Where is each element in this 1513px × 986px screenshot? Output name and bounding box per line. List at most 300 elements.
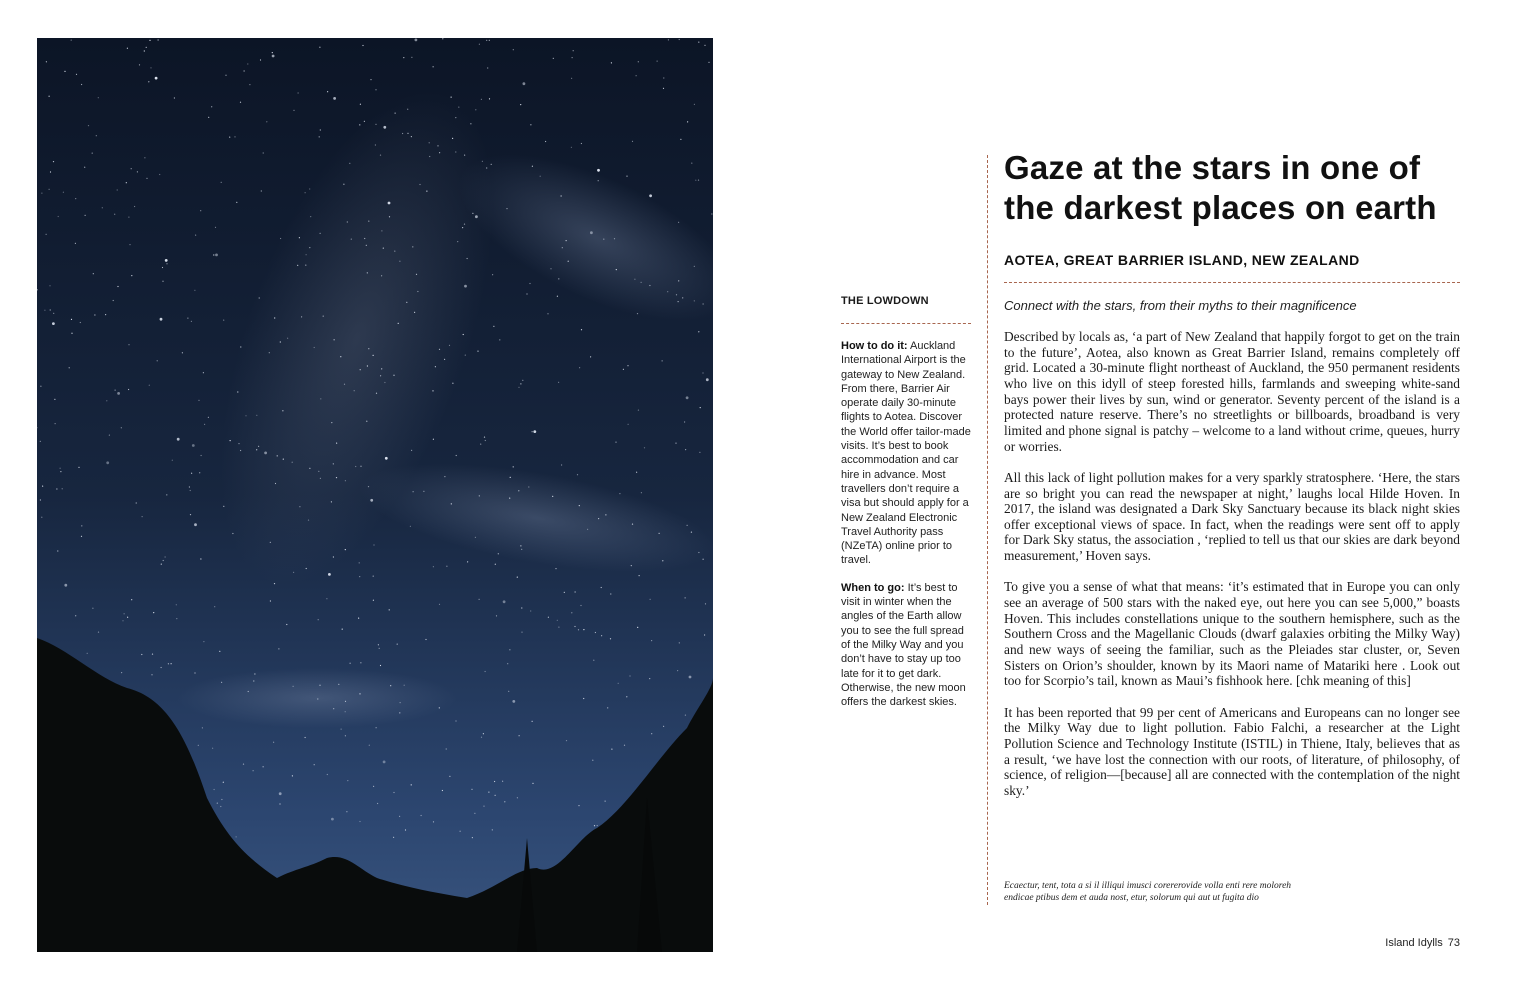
star bbox=[117, 392, 120, 395]
star bbox=[581, 329, 582, 330]
star bbox=[80, 322, 81, 323]
star bbox=[370, 499, 373, 502]
star bbox=[94, 314, 95, 315]
star bbox=[177, 438, 180, 441]
star bbox=[421, 815, 422, 816]
star bbox=[75, 198, 76, 199]
star bbox=[40, 441, 41, 442]
star bbox=[502, 781, 503, 782]
star bbox=[639, 575, 640, 576]
star bbox=[373, 576, 374, 577]
star bbox=[331, 501, 332, 502]
star bbox=[359, 693, 360, 694]
star bbox=[433, 821, 434, 822]
lowdown-sidebar bbox=[841, 295, 971, 722]
star bbox=[540, 176, 541, 177]
star bbox=[355, 466, 356, 467]
star bbox=[212, 748, 213, 749]
star bbox=[624, 745, 625, 746]
star bbox=[292, 462, 293, 463]
star bbox=[455, 117, 456, 118]
star bbox=[519, 735, 520, 736]
star bbox=[346, 811, 347, 812]
star bbox=[507, 663, 508, 664]
star bbox=[124, 613, 125, 614]
star bbox=[366, 245, 367, 246]
star bbox=[394, 251, 395, 252]
star bbox=[131, 275, 132, 276]
star bbox=[176, 604, 177, 605]
star bbox=[50, 171, 51, 172]
star bbox=[426, 191, 427, 192]
star bbox=[263, 152, 264, 153]
star bbox=[400, 702, 401, 703]
star bbox=[595, 632, 596, 633]
star bbox=[393, 792, 394, 793]
star bbox=[504, 801, 505, 802]
star bbox=[220, 806, 221, 807]
star bbox=[464, 285, 467, 288]
star bbox=[520, 383, 521, 384]
star bbox=[208, 417, 209, 418]
star bbox=[165, 556, 166, 557]
star bbox=[160, 318, 163, 321]
star bbox=[550, 268, 551, 269]
star bbox=[446, 748, 447, 749]
star bbox=[360, 369, 361, 370]
star bbox=[351, 239, 352, 240]
star bbox=[411, 57, 412, 58]
star bbox=[404, 685, 405, 686]
star bbox=[331, 818, 334, 821]
star bbox=[702, 372, 703, 373]
star bbox=[518, 490, 519, 491]
star bbox=[578, 805, 579, 806]
star bbox=[691, 163, 692, 164]
star bbox=[698, 331, 699, 332]
star bbox=[105, 314, 106, 315]
star bbox=[76, 74, 77, 75]
dotted-rule bbox=[1004, 282, 1460, 283]
star bbox=[373, 355, 374, 356]
star bbox=[319, 136, 320, 137]
star bbox=[345, 701, 346, 702]
star bbox=[413, 491, 414, 492]
star bbox=[194, 290, 195, 291]
star bbox=[626, 696, 627, 697]
star bbox=[433, 566, 434, 567]
star bbox=[429, 142, 430, 143]
star bbox=[533, 430, 536, 433]
star bbox=[273, 742, 274, 743]
star bbox=[558, 382, 559, 383]
star bbox=[429, 156, 430, 157]
star bbox=[310, 216, 311, 217]
star bbox=[611, 749, 612, 750]
star bbox=[93, 273, 94, 274]
star bbox=[699, 452, 700, 453]
star bbox=[405, 829, 406, 830]
star bbox=[368, 221, 369, 222]
star bbox=[480, 444, 481, 445]
article-body bbox=[1004, 329, 1460, 799]
star bbox=[706, 378, 709, 381]
star bbox=[529, 283, 530, 284]
star bbox=[149, 385, 150, 386]
star bbox=[467, 561, 468, 562]
star bbox=[523, 82, 526, 85]
star bbox=[410, 526, 411, 527]
star bbox=[649, 678, 650, 679]
star bbox=[704, 634, 705, 635]
star bbox=[695, 180, 696, 181]
star bbox=[479, 44, 480, 45]
star bbox=[579, 505, 580, 506]
star bbox=[240, 450, 241, 451]
headline: Gaze at the stars in one of the darkest places on earth bbox=[1004, 149, 1437, 226]
star bbox=[407, 109, 408, 110]
star bbox=[629, 675, 630, 676]
star bbox=[172, 460, 173, 461]
star bbox=[368, 486, 369, 487]
star bbox=[320, 129, 321, 130]
star bbox=[277, 455, 278, 456]
star bbox=[64, 71, 65, 72]
star bbox=[614, 238, 615, 239]
star bbox=[637, 627, 638, 628]
star bbox=[698, 552, 699, 553]
star bbox=[402, 133, 403, 134]
star bbox=[477, 351, 478, 352]
star bbox=[92, 153, 93, 154]
star bbox=[219, 651, 220, 652]
star bbox=[358, 618, 359, 619]
star bbox=[336, 477, 337, 478]
star bbox=[675, 443, 676, 444]
star bbox=[636, 75, 637, 76]
star bbox=[689, 676, 692, 679]
star bbox=[472, 837, 473, 838]
star bbox=[472, 213, 473, 214]
star bbox=[362, 45, 363, 46]
star bbox=[221, 799, 222, 800]
star bbox=[129, 244, 130, 245]
star bbox=[258, 446, 259, 447]
star bbox=[644, 447, 645, 448]
star bbox=[201, 455, 202, 456]
star bbox=[141, 654, 142, 655]
star bbox=[46, 234, 47, 235]
star bbox=[85, 215, 86, 216]
star bbox=[359, 562, 360, 563]
star bbox=[575, 591, 576, 592]
star bbox=[190, 490, 191, 491]
star bbox=[127, 48, 128, 49]
star bbox=[203, 641, 204, 642]
star bbox=[279, 792, 282, 795]
star bbox=[564, 592, 565, 593]
star bbox=[359, 576, 360, 577]
star bbox=[264, 452, 267, 455]
star bbox=[375, 124, 376, 125]
sidebar-when-to-go bbox=[841, 581, 971, 710]
star bbox=[458, 107, 459, 108]
star bbox=[128, 217, 129, 218]
star bbox=[711, 213, 712, 214]
star bbox=[359, 821, 360, 822]
star bbox=[509, 649, 510, 650]
star bbox=[121, 672, 122, 673]
star bbox=[163, 560, 164, 561]
star bbox=[232, 533, 233, 534]
star bbox=[381, 275, 382, 276]
star bbox=[508, 691, 509, 692]
star bbox=[594, 825, 595, 826]
star bbox=[632, 141, 633, 142]
star bbox=[225, 75, 226, 76]
star bbox=[667, 291, 668, 292]
star bbox=[393, 837, 394, 838]
star bbox=[137, 171, 138, 172]
star bbox=[298, 92, 299, 93]
sidebar-label: How to do it: bbox=[841, 340, 908, 352]
star bbox=[631, 565, 632, 566]
star bbox=[261, 190, 262, 191]
star bbox=[649, 285, 650, 286]
star bbox=[553, 58, 554, 59]
star bbox=[687, 525, 688, 526]
star bbox=[153, 612, 154, 613]
star bbox=[481, 99, 482, 100]
star bbox=[142, 516, 143, 517]
star bbox=[456, 455, 457, 456]
star bbox=[548, 617, 549, 618]
star bbox=[50, 309, 51, 310]
star bbox=[377, 803, 378, 804]
star bbox=[192, 444, 195, 447]
star bbox=[134, 206, 135, 207]
star bbox=[558, 278, 559, 279]
star bbox=[248, 691, 249, 692]
star bbox=[457, 241, 458, 242]
paragraph: Described by locals as, ‘a part of New Zealand that happily forgot to get on the train to the future’, Aotea, also known as Great Barrier Island, remains completely off grid. Located a 30-minute flight northeast of Auckland, the 950 permanent residents who live on this idyll of steep forested hills, farmlands and sweeping white-sand bays power their lives by sun, wind or generator. Seventy percent of the island is a protected nature reserve. There’s no streetlights or billboards, broadband is very limited and phone signal is patchy – welcome to a land without crime, queues, hurry or worries. bbox=[1004, 329, 1460, 454]
star bbox=[55, 423, 56, 424]
star bbox=[247, 63, 248, 64]
star bbox=[148, 81, 149, 82]
star bbox=[131, 168, 132, 169]
star bbox=[687, 121, 688, 122]
star bbox=[451, 97, 452, 98]
star bbox=[598, 180, 599, 181]
star bbox=[637, 313, 638, 314]
star bbox=[319, 685, 320, 686]
star bbox=[204, 424, 205, 425]
star bbox=[566, 240, 567, 241]
star bbox=[557, 620, 558, 621]
star bbox=[49, 96, 50, 97]
star bbox=[280, 341, 281, 342]
star bbox=[439, 349, 440, 350]
star bbox=[407, 133, 408, 134]
star bbox=[698, 42, 699, 43]
star bbox=[590, 231, 593, 234]
star bbox=[364, 121, 365, 122]
star bbox=[198, 400, 199, 401]
star bbox=[526, 293, 527, 294]
star bbox=[521, 549, 522, 550]
star bbox=[479, 495, 480, 496]
star bbox=[388, 202, 391, 205]
star bbox=[102, 207, 103, 208]
star bbox=[708, 62, 709, 63]
star bbox=[513, 49, 514, 50]
star bbox=[520, 104, 521, 105]
star bbox=[517, 577, 518, 578]
star bbox=[283, 459, 284, 460]
star bbox=[297, 265, 298, 266]
star bbox=[360, 104, 361, 105]
star bbox=[532, 166, 533, 167]
star bbox=[109, 435, 110, 436]
star bbox=[703, 559, 704, 560]
star bbox=[260, 59, 261, 60]
star bbox=[444, 476, 445, 477]
star bbox=[598, 518, 599, 519]
star bbox=[489, 98, 490, 99]
star bbox=[684, 421, 685, 422]
page-number: 73 bbox=[1447, 937, 1460, 949]
star bbox=[451, 503, 452, 504]
star bbox=[601, 587, 602, 588]
star bbox=[611, 62, 612, 63]
star bbox=[698, 180, 699, 181]
sidebar-text: Auckland International Airport is the gateway to New Zealand. From there, Barrier Air operate daily 30-minute flights to Aotea. Discover the World offer tailor-made visits. It’s best to book accommodation and car hire in advance. Most travellers don’t require a visa but should apply for a New Zealand Electronic Travel Authority pass (NZeTA) online prior to travel. bbox=[841, 340, 971, 567]
star bbox=[520, 545, 521, 546]
star bbox=[583, 698, 584, 699]
star bbox=[561, 464, 562, 465]
star bbox=[616, 269, 617, 270]
sidebar-label: When to go: bbox=[841, 581, 905, 594]
star bbox=[676, 294, 677, 295]
star bbox=[579, 367, 580, 368]
star bbox=[406, 302, 407, 303]
star bbox=[41, 517, 42, 518]
star bbox=[449, 345, 450, 346]
star bbox=[272, 52, 273, 53]
star bbox=[379, 648, 380, 649]
star bbox=[53, 313, 54, 314]
star bbox=[488, 792, 489, 793]
star bbox=[40, 386, 41, 387]
star bbox=[577, 474, 578, 475]
star bbox=[360, 662, 361, 663]
star bbox=[704, 45, 705, 46]
star bbox=[191, 321, 192, 322]
star bbox=[411, 136, 412, 137]
star bbox=[485, 440, 486, 441]
star bbox=[115, 390, 116, 391]
star bbox=[439, 604, 440, 605]
star bbox=[166, 494, 167, 495]
star bbox=[162, 267, 163, 268]
star bbox=[345, 711, 346, 712]
star bbox=[266, 121, 267, 122]
star bbox=[610, 638, 611, 639]
star bbox=[373, 786, 374, 787]
star bbox=[270, 542, 271, 543]
star bbox=[287, 338, 288, 339]
star bbox=[343, 184, 344, 185]
star bbox=[211, 106, 212, 107]
star bbox=[234, 136, 235, 137]
star bbox=[486, 167, 487, 168]
star bbox=[442, 790, 443, 791]
star bbox=[385, 457, 388, 460]
star bbox=[547, 313, 548, 314]
star bbox=[223, 506, 224, 507]
star bbox=[395, 113, 396, 114]
star bbox=[309, 247, 310, 248]
star bbox=[286, 624, 287, 625]
star bbox=[561, 195, 562, 196]
star bbox=[619, 493, 620, 494]
star bbox=[623, 369, 624, 370]
star bbox=[489, 40, 490, 41]
star bbox=[299, 506, 300, 507]
star bbox=[259, 297, 260, 298]
night-sky-photo bbox=[37, 38, 713, 952]
star bbox=[349, 163, 350, 164]
star bbox=[416, 274, 417, 275]
star bbox=[333, 556, 334, 557]
star bbox=[127, 617, 128, 618]
star bbox=[98, 97, 99, 98]
star bbox=[202, 727, 203, 728]
star bbox=[370, 79, 371, 80]
star bbox=[587, 529, 588, 530]
star bbox=[263, 766, 264, 767]
star bbox=[389, 216, 390, 217]
star bbox=[571, 147, 572, 148]
star bbox=[159, 174, 160, 175]
star bbox=[217, 803, 218, 804]
star bbox=[323, 316, 324, 317]
star bbox=[662, 360, 663, 361]
star bbox=[345, 735, 346, 736]
article bbox=[1004, 148, 1460, 814]
star bbox=[383, 761, 386, 764]
star bbox=[367, 272, 368, 273]
star bbox=[605, 801, 606, 802]
star bbox=[305, 737, 306, 738]
star bbox=[685, 597, 686, 598]
star bbox=[331, 422, 332, 423]
star bbox=[481, 737, 482, 738]
star bbox=[435, 366, 436, 367]
star bbox=[64, 584, 67, 587]
star bbox=[618, 683, 619, 684]
star bbox=[215, 227, 216, 228]
star bbox=[597, 169, 600, 172]
star bbox=[389, 609, 390, 610]
star bbox=[98, 632, 99, 633]
star bbox=[198, 745, 199, 746]
page-folio bbox=[1385, 937, 1460, 949]
dotted-rule bbox=[841, 323, 971, 324]
star bbox=[314, 347, 315, 348]
star bbox=[380, 155, 381, 156]
star bbox=[240, 102, 241, 103]
